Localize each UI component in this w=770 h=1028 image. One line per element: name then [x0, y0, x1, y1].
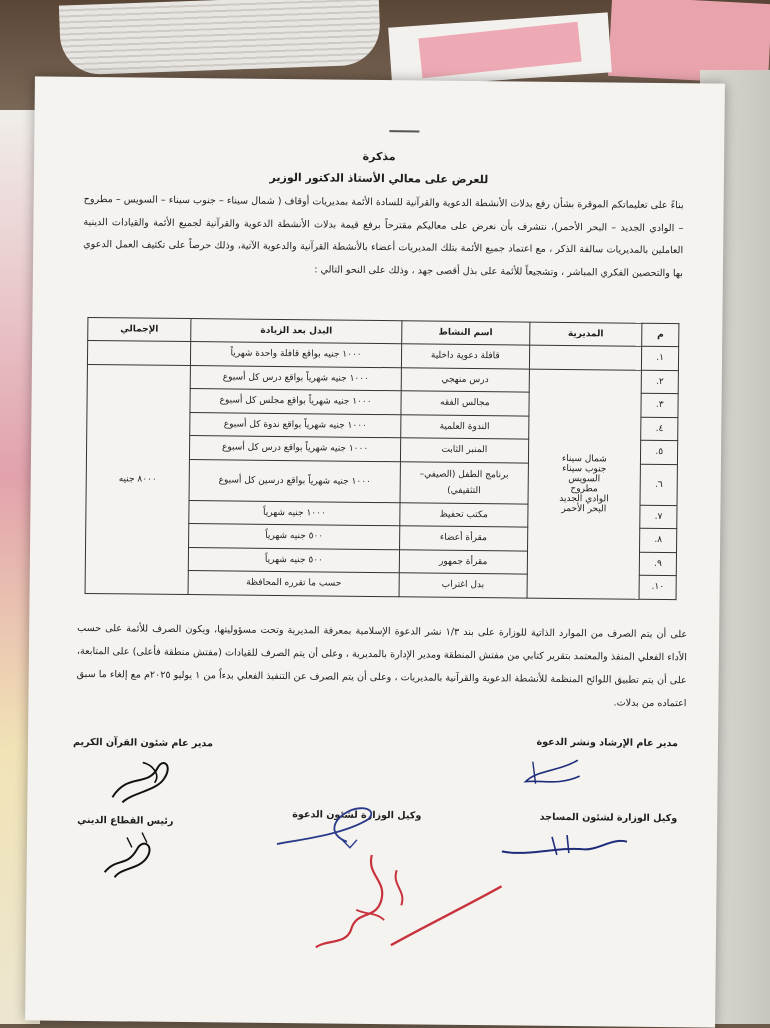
total-cell-empty	[87, 340, 190, 365]
sig-title-dawa-director: مدير عام الإرشاد ونشر الدعوة	[536, 736, 679, 750]
table-row	[87, 364, 678, 394]
row-num: ١.	[642, 346, 679, 370]
row-num: ٥.	[641, 440, 678, 464]
directorate-name: جنوب سيناء	[562, 463, 607, 474]
row-activity: مقرأة جمهور	[399, 549, 527, 574]
memo-notes: على أن يتم الصرف من الموارد الذاتية للوزارة على بند ١/٣ نشر الدعوة الإسلامية بمعرفة المديرية وتحت مسؤوليتها، ويكون الصرف للأئمة على حسب الأداء الفعلي المنفذ والمعتمد بتقرير كتابي من مفتش المنطقة ومدير الإدارة بالمديرية ، وعلى أن يتم الصرف للقيادات (مفتش منطقة فأعلى) على المتابعة، على أن يتم تطبيق اللوائح المنظمة للأنشطة الدعوية والقرآنية بالمديريات ، وعلى أن يتم الصرف عن التنفيذ الفعلي بدءاً من ١ يوليو ٢٠٢٥م مع إلغاء ما سبق اعتماده من بدلات.	[76, 622, 688, 710]
row-activity: المنبر الثابت	[400, 438, 528, 463]
memo-subheading: للعرض على معالي الأستاذ الدكتور الوزير	[269, 170, 489, 187]
row-activity: برنامج الطفل (الصيفي– التثقيفي)	[400, 461, 528, 503]
header-directorate: المديرية	[529, 322, 642, 346]
row-num: ٩.	[640, 552, 677, 576]
memo-document	[25, 76, 725, 1027]
sig-title-deputy-dawa: وكيل الوزارة لشئون الدعوة	[292, 809, 422, 822]
directorate-cell-empty	[529, 345, 642, 370]
row-allowance: ١٠٠٠ جنيه شهرياً	[189, 500, 400, 526]
row-activity: درس منهجي	[401, 367, 529, 392]
row-allowance: ١٠٠٠ جنيه شهرياً بواقع ندوة كل أسبوع	[190, 412, 401, 438]
row-allowance: ١٠٠٠ جنيه شهرياً بواقع مجلس كل أسبوع	[190, 389, 401, 415]
row-activity: مجالس الفقه	[401, 391, 529, 416]
memo-paper	[25, 76, 725, 1027]
header-activity: اسم النشاط	[402, 321, 530, 345]
directorate-name: البحر الأحمر	[561, 503, 607, 514]
sig-title-religious-sector: رئيس القطاع الديني	[77, 814, 174, 827]
signature-deputy-dawa	[272, 799, 383, 855]
row-allowance: ٥٠٠ جنيه شهرياً	[189, 524, 400, 550]
directorate-name: الوادي الجديد	[559, 493, 609, 504]
row-allowance: ٥٠٠ جنيه شهرياً	[188, 547, 399, 573]
row-allowance: ١٠٠٠ جنيه شهرياً بواقع درسين كل أسبوع	[189, 459, 400, 502]
memo-heading: مذكرة	[362, 149, 396, 164]
memo-intro: بناءً على تعليماتكم الموقرة بشأن رفع بدلات الأنشطة الدعوية والقرآنية للسادة الأئمة بمديريات أوقاف ( شمال سيناء – جنوب سيناء – السويس – مطروح – الوادي الجديد – البحر الأحمر)، نتشرف بأن نعرض على معاليكم مقترحاً برفع قيمة بدلات الأنشطة الدعوية والقرآنية لجميع الأئمة والقيادات الدينية العاملين بالمديريات سالفة الذكر ، مع اعتماد جميع الأئمة بتلك المديريات أعضاء بالأنشطة القرآنية والدعوية الآتية، وذلك حرصاً على تكثيف العمل الدعوي بها والتحصين الفكري المباشر ، وتشجيعاً للأئمة على بذل أقصى جهد ، وذلك على النحو التالي :	[83, 193, 684, 279]
row-allowance: ١٠٠٠ جنيه شهرياً بواقع درس كل أسبوع	[189, 436, 400, 462]
top-mark	[389, 130, 419, 132]
row-activity: مقرأة أعضاء	[400, 526, 528, 551]
row-activity: قافلة دعوية داخلية	[401, 344, 529, 369]
signature-dawa-director	[517, 752, 587, 793]
header-total: الإجمالي	[88, 317, 191, 341]
row-activity: الندوة العلمية	[401, 414, 529, 439]
directorate-name: شمال سيناء	[561, 453, 607, 464]
row-allowance: ١٠٠٠ جنيه بواقع قافلة واحدة شهرياً	[190, 342, 401, 368]
signature-deputy-mosques	[497, 826, 637, 862]
sig-title-quran-director: مدير عام شئون القرآن الكريم	[72, 736, 214, 750]
sig-title-deputy-mosques: وكيل الوزارة لشئون المساجد	[539, 811, 678, 825]
signature-quran-director	[102, 752, 183, 808]
row-activity: مكتب تحفيظ	[400, 502, 528, 527]
row-num: ١٠.	[639, 575, 676, 599]
row-num: ٧.	[640, 505, 677, 529]
directorates-cell	[527, 369, 642, 599]
row-allowance: ١٠٠٠ جنيه شهرياً بواقع درس كل أسبوع	[190, 365, 401, 391]
directorate-name: السويس	[568, 473, 601, 484]
directorate-name: مطروح	[570, 483, 598, 494]
paper-stack	[59, 0, 381, 76]
minister-approval-red-signature	[296, 849, 507, 961]
row-activity: بدل اغتراب	[399, 573, 527, 598]
header-num: م	[642, 323, 679, 346]
row-num: ٦.	[640, 464, 677, 505]
row-num: ٤.	[641, 417, 678, 441]
row-num: ٣.	[641, 393, 678, 417]
row-num: ٨.	[640, 528, 677, 552]
allowances-table	[85, 317, 680, 600]
signature-religious-sector	[97, 827, 168, 883]
total-cell: ٨٠٠٠ جنيه	[85, 364, 190, 594]
row-allowance: حسب ما تقرره المحافظة	[188, 571, 399, 597]
row-num: ٢.	[641, 370, 678, 394]
header-allowance: البدل بعد الزيادة	[191, 319, 402, 344]
